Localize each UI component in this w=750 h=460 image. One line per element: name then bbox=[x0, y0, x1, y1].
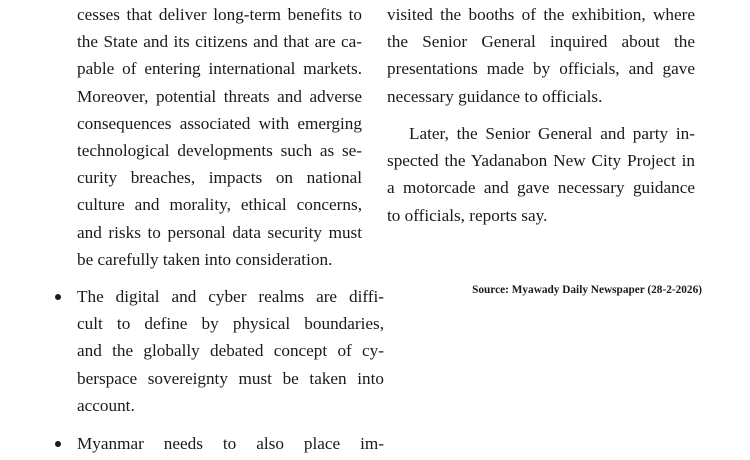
bullet-line: account. bbox=[77, 395, 135, 415]
paragraph-line: and risks to personal data security must bbox=[77, 222, 362, 242]
bullet-line: and the globally debated concept of cy- bbox=[77, 341, 384, 361]
paragraph-line: curity breaches, impacts on national bbox=[77, 168, 362, 188]
bullet-line: Myanmar needs to also place im- bbox=[77, 434, 384, 453]
bullet-item-myanmar bbox=[55, 430, 384, 457]
paragraph-line: spected the Yadanabon New City Project in bbox=[387, 151, 695, 171]
paragraph-line: necessary guidance to officials. bbox=[387, 86, 603, 106]
bullet-line: The digital and cyber realms are diffi- bbox=[77, 287, 384, 306]
paragraph-line: cesses that deliver long-term benefits to bbox=[77, 5, 362, 24]
paragraph-line: presentations made by officials, and gave bbox=[387, 59, 695, 79]
paragraph-line: culture and morality, ethical concerns, bbox=[77, 195, 362, 215]
paragraph-line: the State and its citizens and that are ca- bbox=[77, 32, 362, 52]
bullet-icon bbox=[55, 441, 61, 447]
continuation-paragraph bbox=[55, 1, 362, 273]
paragraph-line: to officials, reports say. bbox=[387, 205, 548, 225]
paragraph-line: Later, the Senior General and party in- bbox=[409, 124, 695, 143]
paragraph-line: technological developments such as se- bbox=[77, 140, 362, 160]
paragraph-line: pable of entering international markets. bbox=[77, 59, 362, 79]
paragraph-yadanabon bbox=[387, 120, 695, 229]
paragraph-line: be carefully taken into consideration. bbox=[77, 249, 333, 269]
paragraph-line: visited the booths of the exhibition, where bbox=[387, 5, 695, 24]
paragraph-exhibition bbox=[387, 1, 695, 110]
bullet-icon bbox=[55, 294, 61, 300]
source-credit: Source: Myawady Daily Newspaper (28-2-2026) bbox=[472, 284, 702, 296]
paragraph-line: consequences associated with emerging bbox=[77, 113, 362, 133]
bullet-line: cult to define by physical boundaries, bbox=[77, 314, 384, 334]
paragraph-line: the Senior General inquired about the bbox=[387, 32, 695, 52]
paragraph-line: a motorcade and gave necessary guidance bbox=[387, 178, 695, 198]
bullet-item-digital-cyber bbox=[55, 283, 384, 419]
paragraph-line: Moreover, potential threats and adverse bbox=[77, 86, 362, 106]
bullet-line: berspace sovereignty must be taken into bbox=[77, 368, 384, 388]
